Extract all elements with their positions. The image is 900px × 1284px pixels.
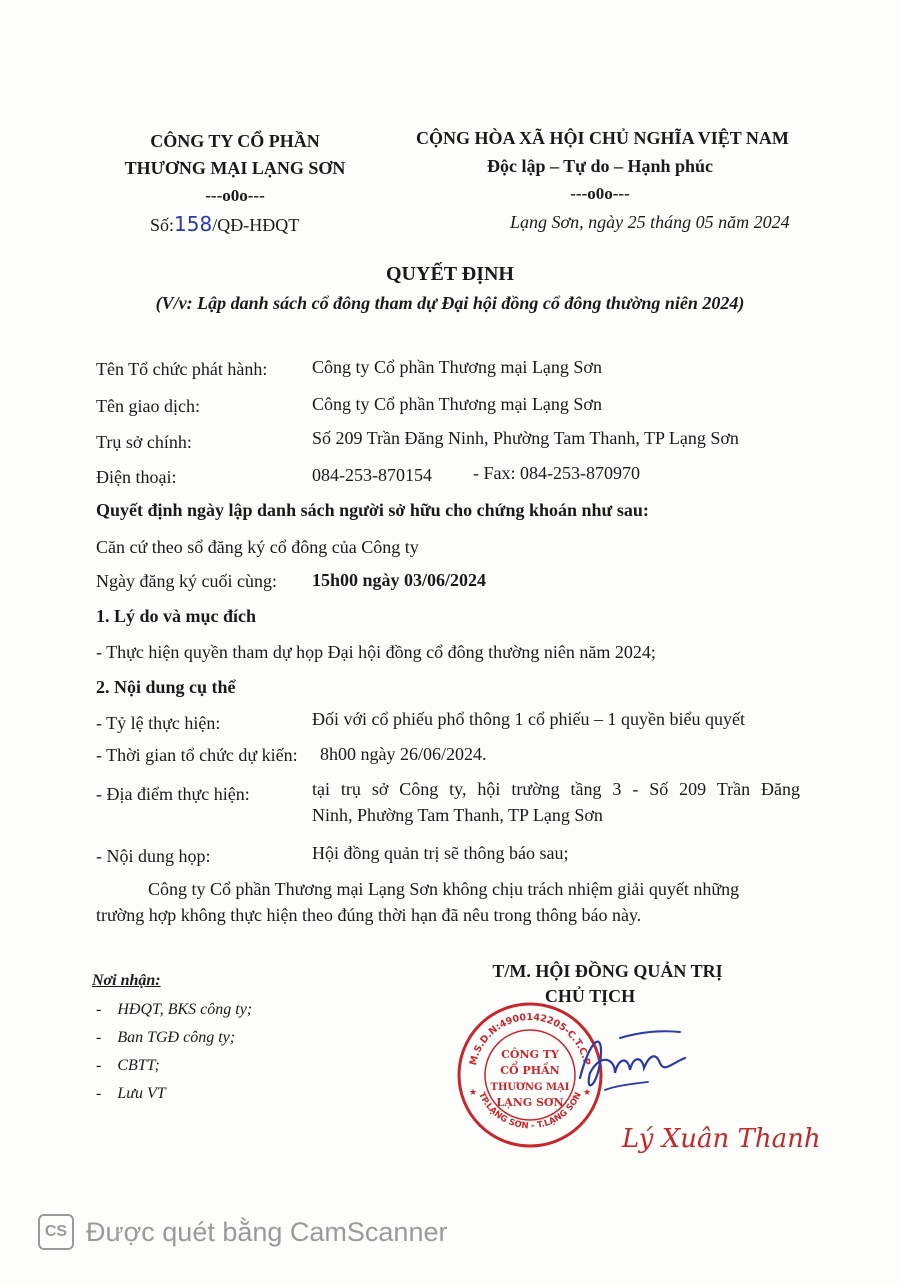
- doc-number-suffix: /QĐ-HĐQT: [212, 215, 300, 235]
- record-date-label: Ngày đăng ký cuối cùng:: [96, 571, 277, 591]
- section1-title: 1. Lý do và mục đích: [96, 606, 257, 626]
- info-label-phone: Điện thoại:: [96, 467, 177, 487]
- meeting-place-line2: Ninh, Phường Tam Thanh, TP Lạng Sơn: [312, 805, 603, 825]
- info-value-fax: - Fax: 084-253-870970: [473, 463, 640, 483]
- signature-title: T/M. HỘI ĐỒNG QUẢN TRỊ: [492, 961, 723, 981]
- info-label-issuer: Tên Tổ chức phát hành:: [96, 359, 268, 379]
- recipient-item: - Ban TGĐ công ty;: [96, 1029, 236, 1046]
- nation-motto: Độc lập – Tự do – Hạnh phúc: [486, 156, 714, 176]
- decision-heading: Quyết định ngày lập danh sách người sở hữu cho chứng khoán như sau:: [96, 500, 649, 520]
- seal-star-icon: ★: [468, 1087, 478, 1097]
- info-value-trade-name: Công ty Cổ phần Thương mại Lạng Sơn: [312, 394, 602, 414]
- seal-center-line3: THƯƠNG MẠI: [490, 1082, 570, 1093]
- decision-basis: Căn cứ theo sổ đăng ký cổ đông của Công ty: [96, 537, 419, 557]
- company-name-line2: THƯƠNG MẠI LẠNG SƠN: [124, 158, 346, 178]
- info-label-head-office: Trụ sở chính:: [96, 432, 192, 452]
- info-value-head-office: Số 209 Trần Đăng Ninh, Phường Tam Thanh, TP Lạng Sơn: [312, 428, 739, 448]
- nation-separator: ---o0o---: [570, 184, 630, 203]
- info-value-phone: 084-253-870154: [312, 465, 432, 485]
- seal-ring-bottom-text: TP.LẠNG SƠN - T.LẠNG SƠN: [476, 1090, 584, 1132]
- seal-center-line2: CỔ PHẦN: [500, 1064, 560, 1077]
- recipient-item: - CBTT;: [96, 1057, 160, 1074]
- camscanner-text: Được quét bằng CamScanner: [86, 1216, 448, 1247]
- ratio-value: Đối với cổ phiếu phổ thông 1 cổ phiếu – 1 quyền biểu quyết: [312, 709, 745, 729]
- document-title: QUYẾT ĐỊNH: [386, 263, 514, 285]
- info-label-trade-name: Tên giao dịch:: [96, 396, 200, 416]
- record-date-value: 15h00 ngày 03/06/2024: [312, 570, 487, 590]
- document-subtitle: (V/v: Lập danh sách cổ đông tham dự Đại hội đồng cổ đông thường niên 2024): [155, 293, 745, 313]
- doc-number-handwritten: 158: [174, 212, 213, 236]
- ratio-label: - Tỷ lệ thực hiện:: [96, 713, 221, 733]
- camscanner-watermark: [38, 1214, 447, 1250]
- section1-text: - Thực hiện quyền tham dự họp Đại hội đồng cổ đông thường niên năm 2024;: [96, 642, 656, 662]
- signatory-name: Lý Xuân Thanh: [622, 1124, 821, 1154]
- meeting-time-label: - Thời gian tổ chức dự kiến:: [96, 745, 298, 765]
- info-value-issuer: Công ty Cổ phần Thương mại Lạng Sơn: [312, 357, 602, 377]
- handwritten-signature: [560, 1018, 700, 1108]
- camscanner-logo-icon: CS: [38, 1214, 74, 1250]
- company-separator: ---o0o---: [205, 186, 265, 205]
- meeting-content-value: Hội đồng quản trị sẽ thông báo sau;: [312, 843, 569, 863]
- closing-line1: Công ty Cổ phần Thương mại Lạng Sơn không chịu trách nhiệm giải quyết những: [148, 879, 740, 899]
- place-date: Lạng Sơn, ngày 25 tháng 05 năm 2024: [510, 212, 790, 232]
- meeting-place-label: - Địa điểm thực hiện:: [96, 784, 250, 804]
- recipient-item: - HĐQT, BKS công ty;: [96, 1001, 253, 1018]
- closing-line2: trường hợp không thực hiện theo đúng thời hạn đã nêu trong thông báo này.: [96, 905, 642, 925]
- company-name-line1: CÔNG TY CỔ PHẦN: [150, 131, 320, 151]
- recipient-item: - Lưu VT: [96, 1085, 166, 1102]
- recipients-title: Nơi nhận:: [92, 972, 161, 989]
- nation-name: CỘNG HÒA XÃ HỘI CHỦ NGHĨA VIỆT NAM: [416, 128, 789, 148]
- meeting-time-value: 8h00 ngày 26/06/2024.: [320, 744, 487, 764]
- section2-title: 2. Nội dung cụ thể: [96, 677, 236, 697]
- meeting-content-label: - Nội dung họp:: [96, 846, 211, 866]
- seal-ring-top-text: M.S.D.N:4900142205-C.T.C.P: [467, 1012, 593, 1067]
- seal-center-line1: CÔNG TY: [501, 1048, 559, 1061]
- seal-center-line4: LẠNG SƠN: [496, 1096, 564, 1109]
- document-number: [150, 212, 299, 236]
- signature-role: CHỦ TỊCH: [544, 986, 636, 1006]
- meeting-place-line1: tại trụ sở Công ty, hội trường tầng 3 - Số 209 Trần Đăng: [312, 779, 800, 799]
- doc-number-prefix: Số:: [150, 215, 175, 235]
- seal-star-icon: ★: [582, 1087, 592, 1097]
